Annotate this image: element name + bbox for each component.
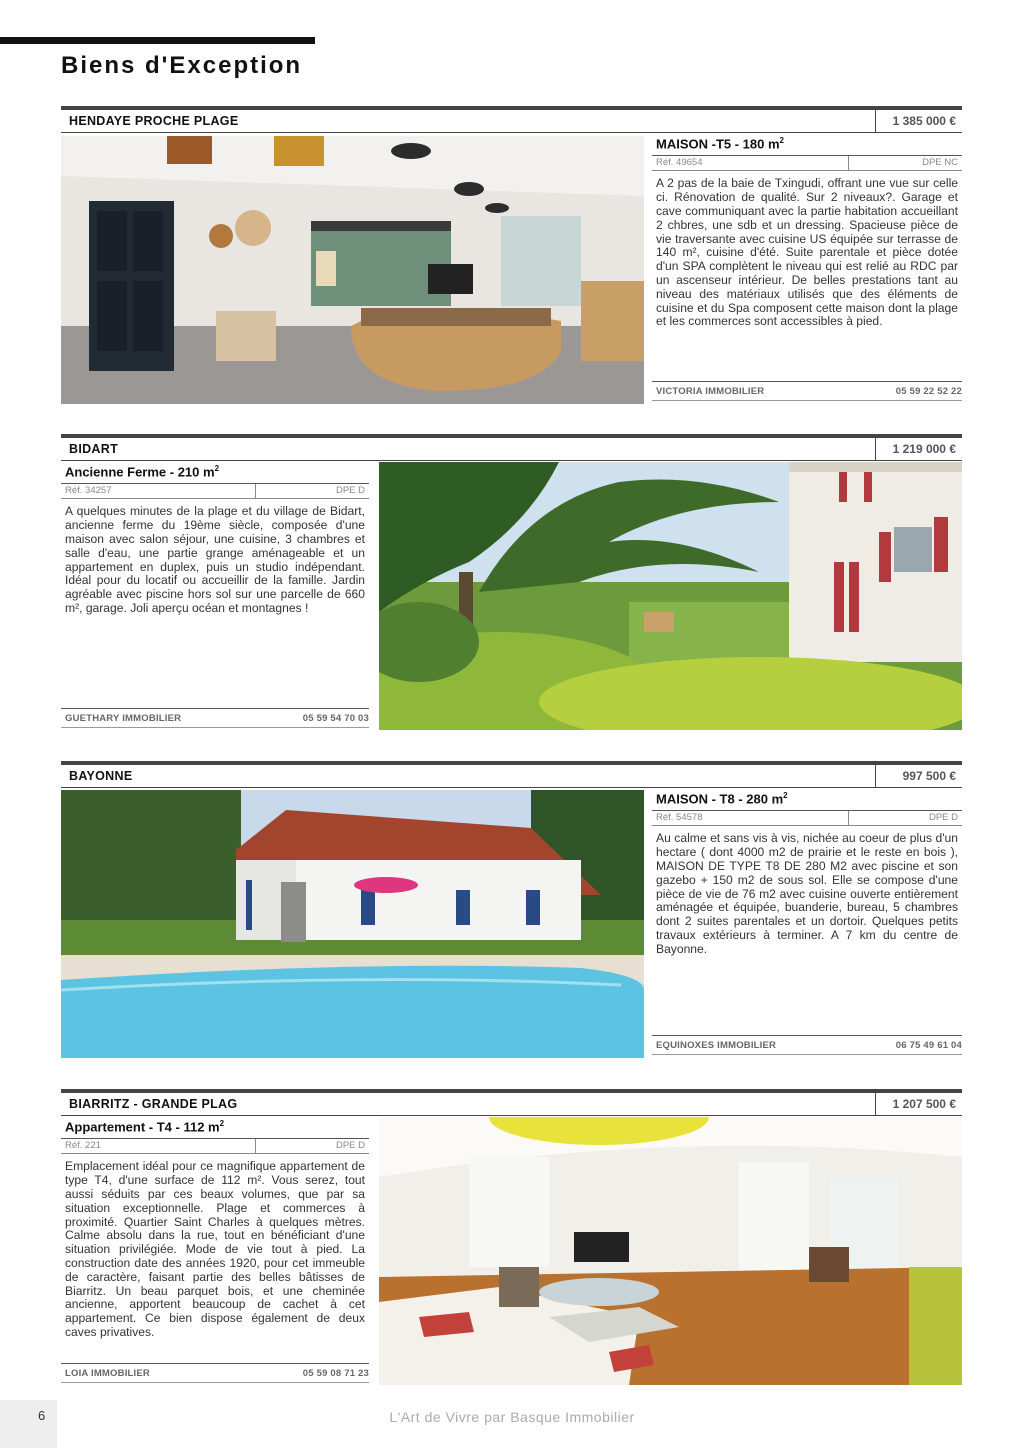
listing-photo-living-room[interactable] [61,136,644,404]
listing-bidart [61,434,962,734]
listing-price: 1 207 500 € [892,1097,956,1111]
listing-title: MAISON -T5 - 180 m [656,136,780,152]
listing-title-sup: 2 [783,791,788,800]
listing-description: A 2 pas de la baie de Txingudi, offrant une vue sur celle ci. Rénovation de qualité. Sur 2 niveaux?. Garage et cave communiquant avec la partie habitation accueillant 2 chbres, une sdb et un dressing. Spacieuse pièce de vie traversante avec cuisine US équipée sur terrasse de 140 m², cuisine d'été. Suite parentale et pièce dotée d'un SPA complètent le niveau qui est relié au RDC par un ascenseur intérieur. De belles prestations tant au niveau des matériaux utilisés que des éléments de cuisine et du Spa composent cette maison dont la plage et les commerces sont accessibles à pied. [656,176,958,329]
listing-header [61,761,962,788]
listing-ref: Réf. 49654 [656,157,703,169]
listing-location: BAYONNE [69,769,133,783]
listing-ref: Réf. 221 [65,1140,101,1152]
top-rule [0,37,315,44]
listing-photo-house-pool[interactable] [61,790,644,1058]
listing-location: HENDAYE PROCHE PLAGE [69,114,239,128]
listing-description: Au calme et sans vis à vis, nichée au coeur de plus d'un hectare ( dont 4000 m2 de prairie et le reste en bois ), MAISON DE TYPE T8 DE 280 M2 avec piscine et son gazebo + 150 m2 de sous sol. Elle se compose d'une pièce de vie de 76 m2 avec cuisine ouverte entièrement aménagée et équipée, buanderie, bureau, 5 chambres dont 2 suites parentales et un dortoir. Quelques petits travaux extérieurs à terminer. A 7 km du centre de Bayonne. [656,831,958,956]
ref-row [61,483,369,499]
listing-title-sup: 2 [779,136,784,145]
listing-location: BIDART [69,442,119,456]
agency-phone[interactable]: 05 59 22 52 22 [895,386,962,397]
listing-ref: Réf. 34257 [65,485,112,497]
listing-details [652,136,962,329]
listing-price: 1 385 000 € [892,114,956,128]
listing-title: Ancienne Ferme - 210 m [65,464,215,480]
listing-header [61,1089,962,1116]
page-title: Biens d'Exception [61,52,303,79]
listing-title: Appartement - T4 - 112 m [65,1119,220,1135]
footer-tagline: L'Art de Vivre par Basque Immobilier [389,1409,635,1425]
listing-dpe: DPE D [335,1140,365,1152]
listing-details [652,791,962,957]
page-number: 6 [38,1408,46,1423]
listing-details [61,464,369,616]
listing-photo-garden-farmhouse[interactable] [379,462,962,730]
agency-name: GUETHARY IMMOBILIER [65,713,182,724]
listing-hendaye [61,106,962,406]
agency-row [61,1363,369,1383]
listing-dpe: DPE D [928,812,958,824]
listing-price: 997 500 € [902,769,956,783]
listing-ref: Réf. 54578 [656,812,703,824]
listing-location: BIARRITZ - GRANDE PLAG [69,1097,238,1111]
listing-dpe: DPE D [335,485,365,497]
ref-row [652,810,962,826]
agency-phone[interactable]: 06 75 49 61 04 [895,1040,962,1051]
listing-dpe: DPE NC [922,157,958,169]
listing-biarritz [61,1089,962,1389]
agency-row [61,708,369,728]
listing-description: A quelques minutes de la plage et du village de Bidart, ancienne ferme du 19ème siècle, composée d'une maison avec salon séjour, une cuisine, 3 chambres et salle d'eau, une partie grange aménageable et un appartement en duplex, puis un studio indépendant. Idéal pour du locatif ou accueillir de la famille. Jardin agréable avec piscine hors sol sur une parcelle de 660 m², garage. Joli aperçu océan et montagnes ! [65,504,365,615]
listing-title-sup: 2 [219,1119,225,1128]
listing-bayonne [61,761,962,1061]
agency-name: EQUINOXES IMMOBILIER [656,1040,777,1051]
ref-row [61,1138,369,1154]
listing-description: Emplacement idéal pour ce magnifique appartement de type T4, d'une surface de 112 m². Vous serez, tout aussi séduits par ces beaux volumes, que par sa situation exceptionnelle. Plage et commerces à proximité. Quartier Saint Charles à quelques mètres. Calme absolu dans la rue, tout en bénéficiant d'une situation privilégiée. Mode de vie tout à pied. La construction date des années 1920, pour cet immeuble de caractère, faisant partie des belles bâtisses de Biarritz. Un beau parquet bois, et une cheminée ancienne, apportent beaucoup de cachet à cet appartement. Ce bien dispose également de deux caves privatives. [65,1159,365,1339]
agency-phone[interactable]: 05 59 08 71 23 [302,1368,369,1379]
listing-title-sup: 2 [214,464,220,473]
ref-row [652,155,962,171]
agency-row [652,381,962,401]
listing-header [61,434,962,461]
listing-price: 1 219 000 € [892,442,956,456]
listing-details [61,1119,369,1340]
agency-name: LOIA IMMOBILIER [65,1368,150,1379]
agency-phone[interactable]: 05 59 54 70 03 [302,713,369,724]
listing-title: MAISON - T8 - 280 m [656,791,784,807]
listing-photo-apartment-salon[interactable] [379,1117,962,1385]
agency-row [652,1035,962,1055]
listing-header [61,106,962,133]
agency-name: VICTORIA IMMOBILIER [656,386,765,397]
